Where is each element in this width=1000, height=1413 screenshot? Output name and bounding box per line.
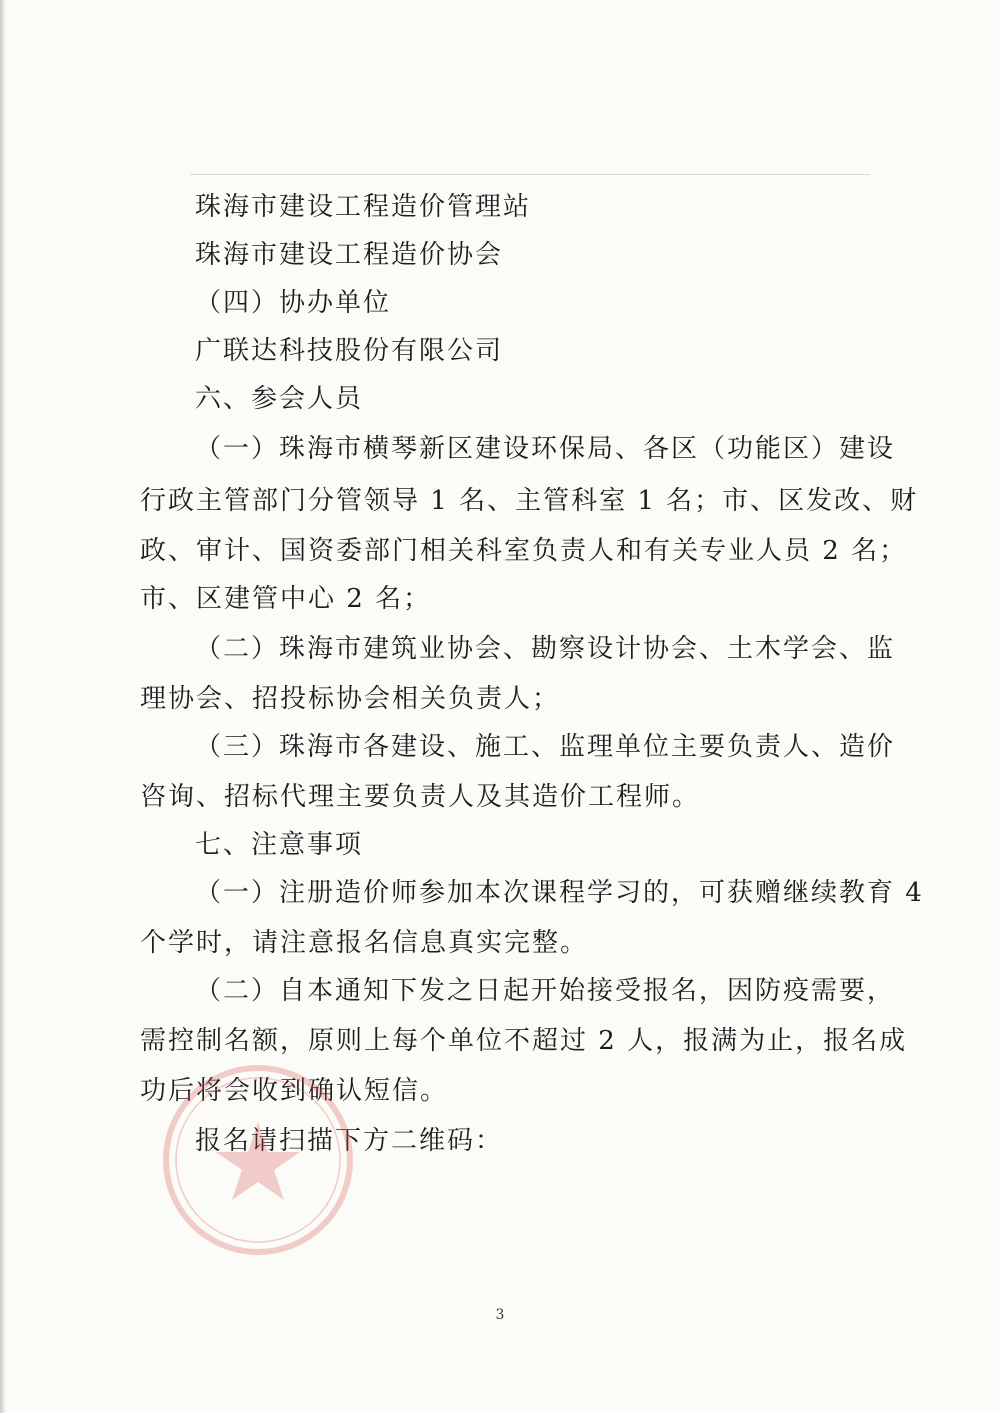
- text-line: 咨询、招标代理主要负责人及其造价工程师。: [140, 782, 701, 812]
- scan-edge: [0, 0, 6, 1413]
- text-line: 个学时，请注意报名信息真实完整。: [140, 928, 589, 958]
- text-line: 报名请扫描下方二维码：: [195, 1126, 504, 1156]
- text-line: 政、审计、国资委部门相关科室负责人和有关专业人员 2 名；: [140, 536, 908, 566]
- text-line: 广联达科技股份有限公司: [195, 336, 504, 366]
- text-line: 市、区建管中心 2 名；: [140, 584, 432, 614]
- text-line: 行政主管部门分管领导 1 名、主管科室 1 名；市、区发改、财: [140, 486, 919, 516]
- section-heading: 六、参会人员: [195, 384, 364, 414]
- text-line: 珠海市建设工程造价管理站: [195, 192, 532, 222]
- text-line: 珠海市建设工程造价协会: [195, 240, 504, 270]
- text-line: 需控制名额，原则上每个单位不超过 2 人，报满为止，报名成: [140, 1026, 908, 1056]
- text-line: （一）注册造价师参加本次课程学习的，可获赠继续教育 4: [195, 878, 924, 908]
- page-number: 3: [495, 1307, 505, 1323]
- text-line: （三）珠海市各建设、施工、监理单位主要负责人、造价: [195, 732, 896, 762]
- text-line: 功后将会收到确认短信。: [140, 1076, 449, 1106]
- text-line: （一）珠海市横琴新区建设环保局、各区（功能区）建设: [195, 434, 896, 464]
- header-rule: [190, 174, 870, 175]
- text-line: （二）珠海市建筑业协会、勘察设计协会、土木学会、监: [195, 634, 896, 664]
- text-line: （二）自本通知下发之日起开始接受报名，因防疫需要，: [195, 976, 896, 1006]
- text-line: （四）协办单位: [195, 288, 392, 318]
- section-heading: 七、注意事项: [195, 830, 364, 860]
- text-line: 理协会、招投标协会相关负责人；: [140, 684, 561, 714]
